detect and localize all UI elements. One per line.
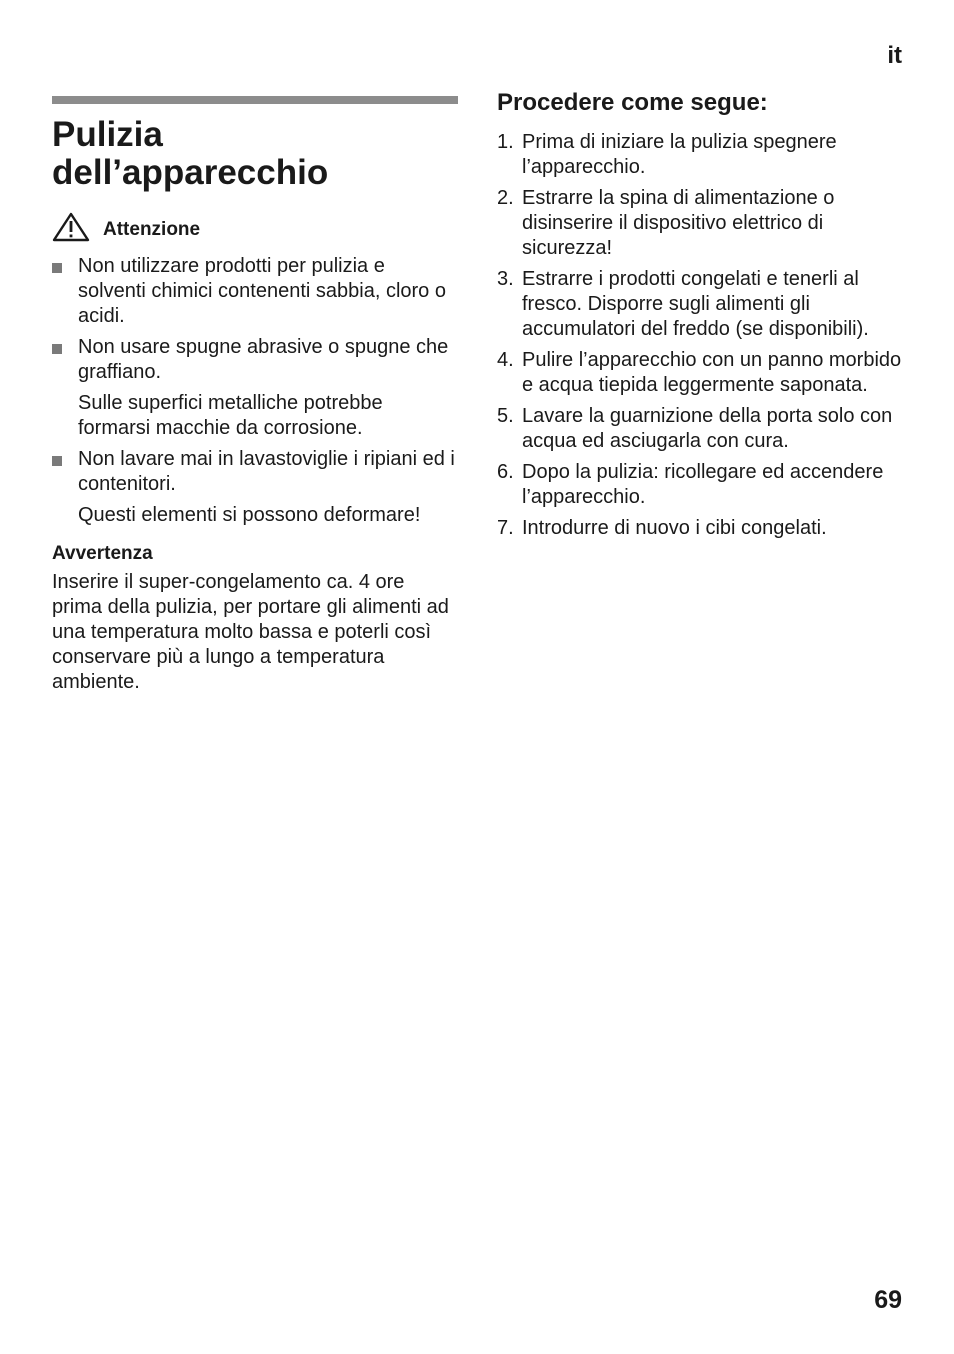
language-code: it [887,42,902,69]
step-text: Introdurre di nuovo i cibi congelati. [522,517,827,539]
step-item [497,460,907,510]
square-bullet-icon [52,456,62,466]
procedure-steps [497,130,907,541]
warning-item [52,335,458,441]
step-number: 1. [497,131,514,153]
warning-note: Questi elementi si possono deformare! [78,504,421,526]
warning-triangle-icon [52,212,90,242]
step-number: 6. [497,461,514,483]
step-item [497,348,907,398]
warning-note: Sulle superfici metalliche potrebbe formarsi macchie da corrosione. [78,392,383,439]
step-item [497,404,907,454]
procedure-heading: Procedere come segue: [497,89,768,116]
warning-list [52,254,458,528]
step-number: 4. [497,349,514,371]
page-number: 69 [874,1286,902,1314]
section-rule [52,96,458,104]
step-item [497,267,907,342]
step-text: Estrarre i prodotti congelati e tenerli al fresco. Disporre sugli alimenti gli accumulatori del freddo (se disponibili). [522,268,869,340]
warning-item [52,447,458,528]
advice-heading: Avvertenza [52,543,153,564]
warning-text: Non usare spugne abrasive o spugne che graffiano. [78,336,449,383]
step-item [497,186,907,261]
step-text: Dopo la pulizia: ricollegare ed accendere l’apparecchio. [522,461,884,508]
advice-text: Inserire il super-congelamento ca. 4 ore prima della pulizia, per portare gli alimenti ad una temperatura molto bassa e poterli così conservare più a lungo a temperatura ambiente. [52,571,449,693]
warning-text: Non utilizzare prodotti per pulizia e solventi chimici contenenti sabbia, cloro o acidi. [78,255,446,327]
step-text: Lavare la guarnizione della porta solo con acqua ed asciugarla con cura. [522,405,893,452]
step-number: 2. [497,187,514,209]
warning-header [52,212,458,242]
warning-label: Attenzione [103,219,201,240]
step-number: 7. [497,517,514,539]
procedure-section [497,88,907,547]
step-text: Pulire l’apparecchio con un panno morbido e acqua tiepida leggermente saponata. [522,349,902,396]
step-item [497,130,907,180]
step-text: Prima di iniziare la pulizia spegnere l’apparecchio. [522,131,837,178]
title-line-1: Pulizia [52,115,163,154]
warning-text: Non lavare mai in lavastoviglie i ripiani ed i contenitori. [78,448,455,495]
cleaning-section [52,96,458,695]
section-title [52,116,458,192]
title-line-2: dell’apparecchio [52,153,329,192]
square-bullet-icon [52,344,62,354]
step-number: 5. [497,405,514,427]
warning-item [52,254,458,329]
step-number: 3. [497,268,514,290]
step-item [497,516,907,541]
step-text: Estrarre la spina di alimentazione o disinserire il dispositivo elettrico di sicurezza! [522,187,835,259]
square-bullet-icon [52,263,62,273]
